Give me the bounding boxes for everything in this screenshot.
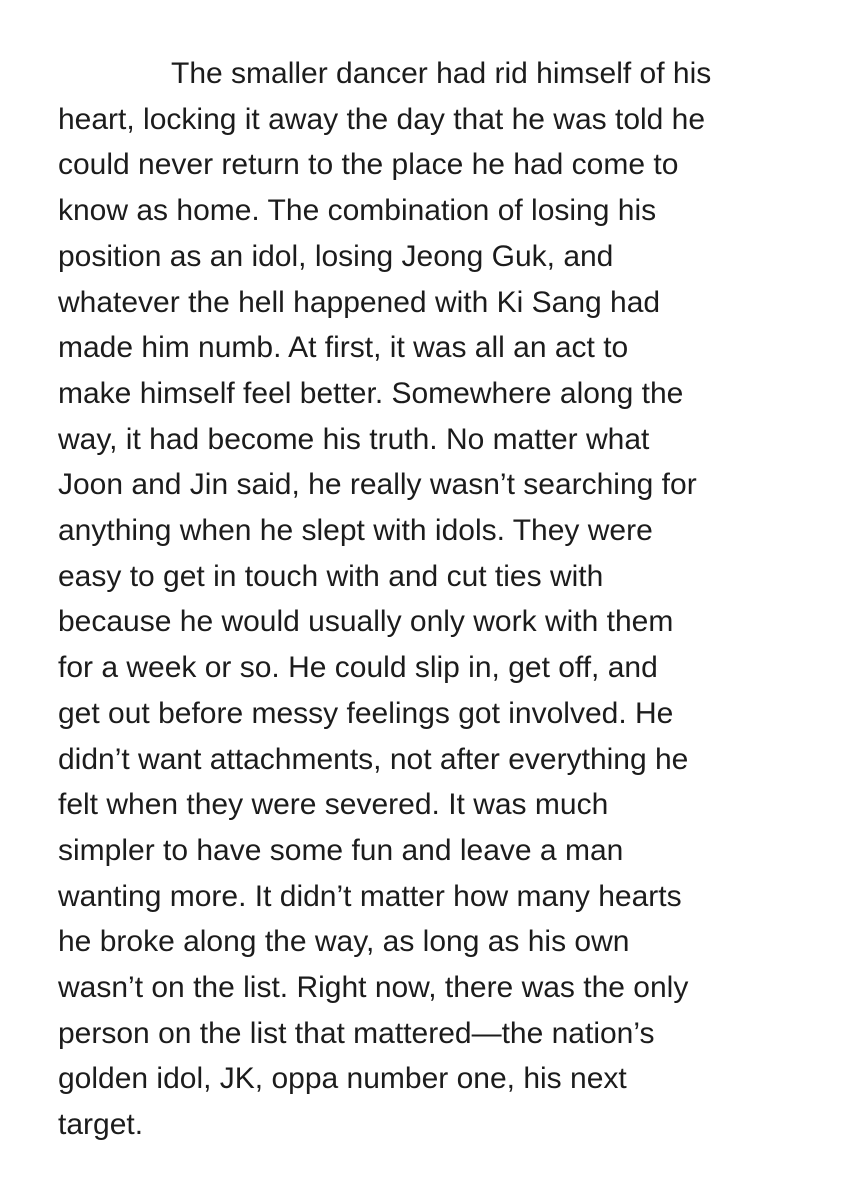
paragraph-line: position as an idol, losing Jeong Guk, and (58, 239, 614, 273)
paragraph-line: The smaller dancer had rid himself of his (171, 57, 712, 90)
paragraph-line: heart, locking it away the day that he was told he (58, 102, 706, 136)
paragraph-line: wanting more. It didn’t matter how many hearts (58, 879, 682, 913)
paragraph-line: way, it had become his truth. No matter what (58, 422, 650, 456)
paragraph-line: know as home. The combination of losing his (58, 194, 657, 228)
paragraph-line: simpler to have some fun and leave a man (58, 833, 624, 867)
paragraph-line: easy to get in touch with and cut ties with (58, 559, 604, 593)
paragraph-line: person on the list that mattered—the nation’s (58, 1016, 655, 1050)
paragraph-line: he broke along the way, as long as his own (58, 925, 630, 959)
paragraph-line: Joon and Jin said, he really wasn’t searching for (58, 468, 697, 502)
paragraph-line: make himself feel better. Somewhere along the (58, 376, 684, 410)
paragraph-line: get out before messy feelings got involved. He (58, 696, 674, 730)
paragraph-line: wasn’t on the list. Right now, there was the only (58, 971, 689, 1005)
paragraph-line: target. (58, 1108, 144, 1142)
paragraph-line: felt when they were severed. It was much (58, 788, 609, 822)
paragraph-line: whatever the hell happened with Ki Sang had (58, 285, 661, 319)
paragraph-line: made him numb. At first, it was all an act to (58, 331, 629, 365)
paragraph-line: didn’t want attachments, not after everything he (58, 742, 689, 776)
paragraph-line: golden idol, JK, oppa number one, his next (58, 1062, 627, 1096)
story-paragraph (58, 51, 838, 1148)
paragraph-line: for a week or so. He could slip in, get off, and (58, 651, 658, 685)
paragraph-line: because he would usually only work with them (58, 605, 674, 639)
paragraph-line: could never return to the place he had come to (58, 148, 679, 182)
paragraph-line: anything when he slept with idols. They were (58, 514, 653, 548)
